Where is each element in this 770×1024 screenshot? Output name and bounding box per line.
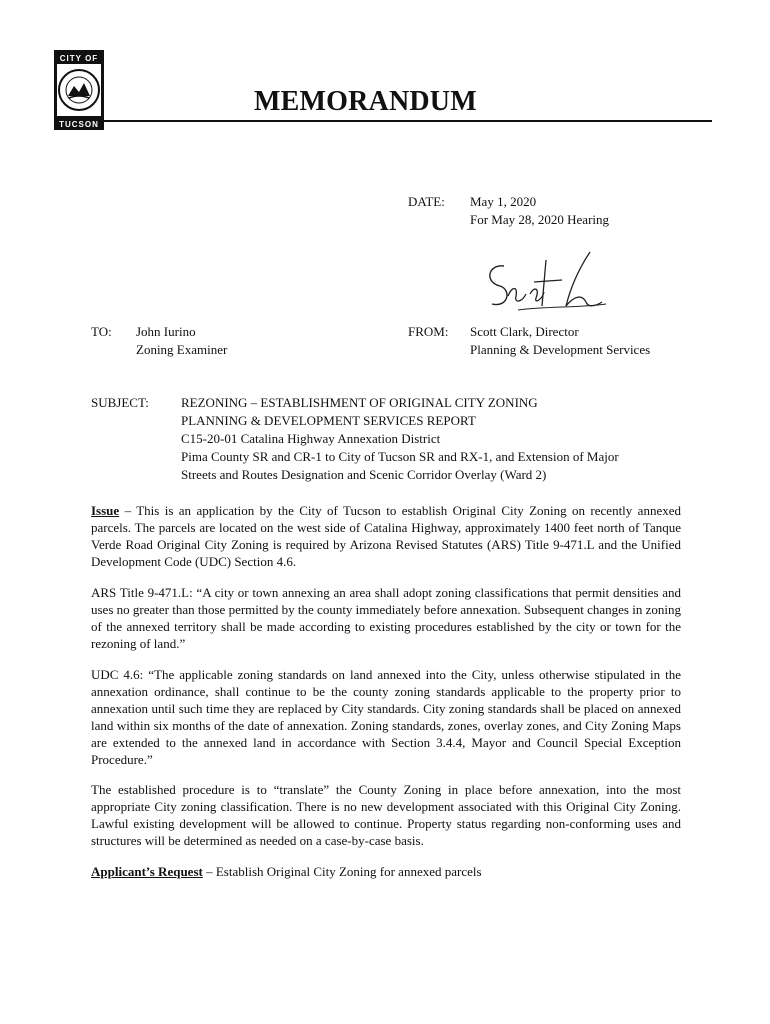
- request-paragraph: [91, 863, 681, 880]
- request-text: – Establish Original City Zoning for annexed parcels: [202, 864, 482, 879]
- subject-line: PLANNING & DEVELOPMENT SERVICES REPORT: [181, 413, 476, 428]
- to-name: John Iurino: [136, 324, 196, 339]
- issue-heading: Issue: [91, 503, 120, 518]
- from-title: Planning & Development Services: [470, 342, 651, 357]
- subject-lines: [181, 394, 619, 484]
- subject-line: REZONING – ESTABLISHMENT OF ORIGINAL CITY ZONING: [181, 395, 538, 410]
- subject-line: Pima County SR and CR-1 to City of Tucson SR and RX-1, and Extension of Major: [181, 449, 619, 464]
- udc-paragraph: UDC 4.6: “The applicable zoning standards on land annexed into the City, unless otherwise stipulated in the annexation ordinance, shall continue to be the county zoning standards applicable to the property prior to annexation until such time they are replaced by City standards. City zoning standards shall be placed on annexed land within six months of the date of annexation. Zoning standards, zones, overlay zones, and City Zoning Maps are extended to the annexed land in accordance with Section 3.4.4, Mayor and Council Special Exception Procedure.”: [91, 667, 681, 767]
- to-label: TO:: [91, 324, 112, 339]
- title-divider: [104, 120, 712, 122]
- from-name: Scott Clark, Director: [470, 324, 579, 339]
- request-heading: Applicant’s Request: [91, 864, 203, 879]
- svg-text:TUCSON: TUCSON: [59, 120, 99, 129]
- memo-title: MEMORANDUM: [254, 86, 477, 117]
- hearing-date: For May 28, 2020 Hearing: [470, 212, 610, 227]
- date-label: DATE:: [408, 194, 445, 209]
- from-label: FROM:: [408, 324, 449, 339]
- city-of-tucson-logo: [54, 50, 104, 130]
- procedure-paragraph: The established procedure is to “translate” the County Zoning in place before annexation, into the most appropriate City zoning classification. There is no new development associated with this Original City Zoning. Lawful existing development will be allowed to continue. Property status regarding non-conforming uses and structures will be determined as needed on a case-by-case basis.: [91, 782, 681, 848]
- signature: [478, 246, 608, 318]
- svg-text:CITY OF: CITY OF: [59, 54, 99, 63]
- to-title: Zoning Examiner: [136, 342, 228, 357]
- issue-text: – This is an application by the City of Tucson to establish Original City Zoning on recently annexed parcels. The parcels are located on the west side of Catalina Highway, approximately 1400 feet north of Tanque Verde Road Original City Zoning is required by Arizona Revised Statutes (ARS) Title 9-471.L and the Unified Development Code (UDC) Section 4.6.: [91, 503, 681, 569]
- subject-line: Streets and Routes Designation and Scenic Corridor Overlay (Ward 2): [181, 467, 547, 482]
- ars-paragraph: ARS Title 9-471.L: “A city or town annexing an area shall adopt zoning classifications that permit densities and uses no greater than those permitted by the county immediately before annexation. Subsequent changes in zoning of the annexed territory shall be made according to existing procedures established by the city or town for the rezoning of land.”: [91, 585, 681, 651]
- issue-paragraph: [91, 502, 681, 570]
- date-value: May 1, 2020: [470, 194, 537, 209]
- subject-label: SUBJECT:: [91, 395, 149, 410]
- subject-line: C15-20-01 Catalina Highway Annexation District: [181, 431, 441, 446]
